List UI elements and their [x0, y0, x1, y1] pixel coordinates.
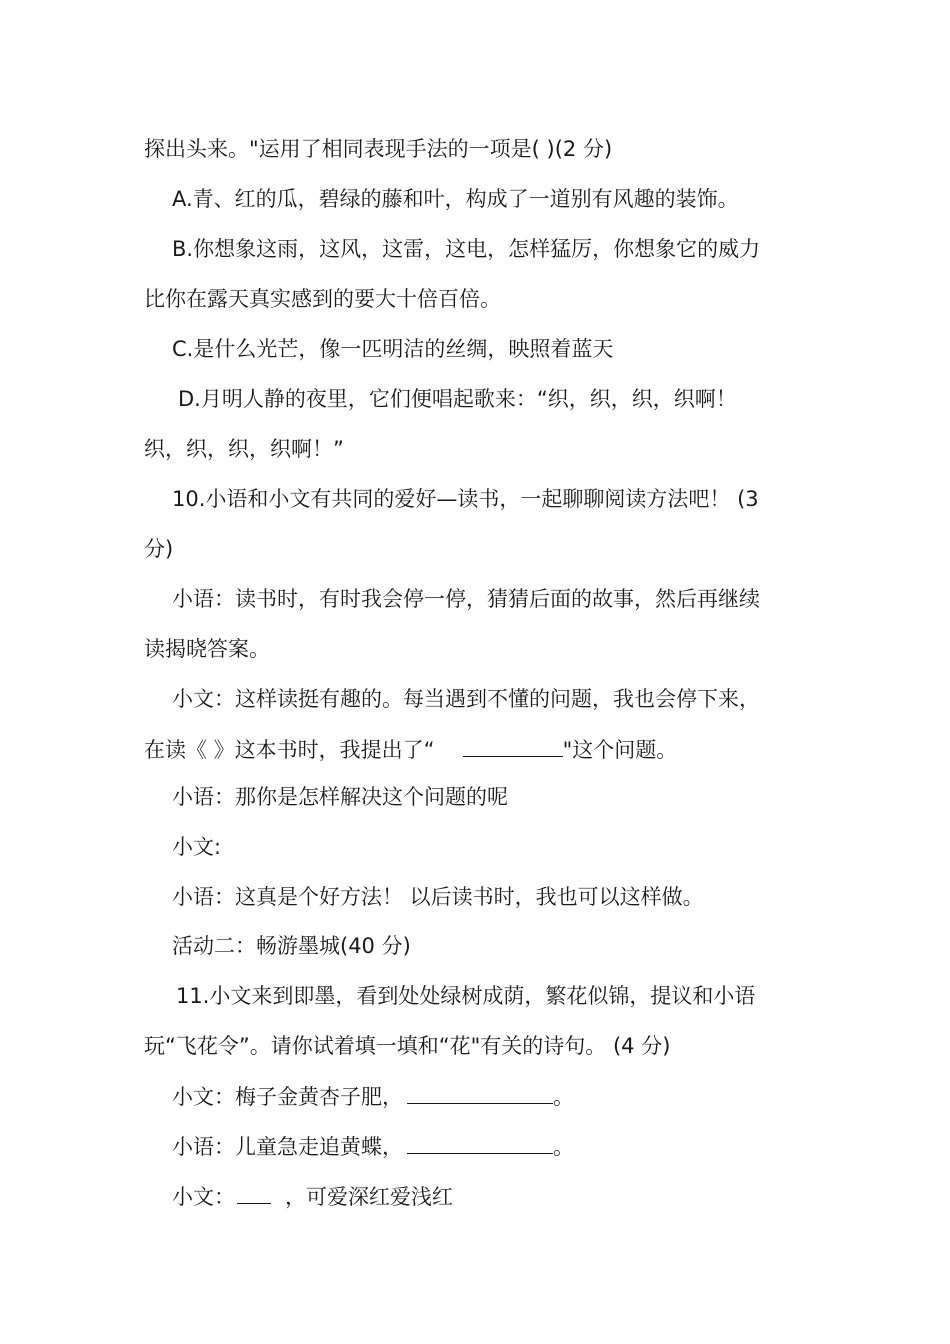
- question-10-stem-line-2: 分): [144, 537, 174, 561]
- option-d-line-2: 织，织，织，织啊！”: [144, 437, 344, 461]
- dialogue-xiaowen-1-line-1: 小文：这样读挺有趣的。每当遇到不懂的问题，我也会停下来，: [172, 687, 760, 711]
- option-b-line-1: B.你想象这雨，这风，这雷，这电，怎样猛厉，你想象它的威力: [172, 237, 761, 261]
- answer-blank-poem-1[interactable]: [407, 1081, 553, 1104]
- question-10-stem-line-1: 10.小语和小文有共同的爱好—读书，一起聊聊阅读方法吧！ (3: [172, 487, 759, 511]
- dialogue-xiaoyu-2: 小语：那你是怎样解决这个问题的呢: [172, 785, 508, 809]
- dialogue-xiaoyu-1-line-2: 读揭晓答案。: [144, 637, 270, 661]
- poem-punct: 。: [553, 1085, 574, 1109]
- poem-text: 小语：儿童急走追黄蝶，: [172, 1135, 403, 1159]
- question-9-stem-continuation: 探出头来。"运用了相同表现手法的一项是( )(2 分): [144, 137, 613, 161]
- section-heading-activity-2: 活动二：畅游墨城(40 分): [172, 934, 411, 958]
- dialogue-xiaowen-2: 小文:: [172, 835, 222, 859]
- dialogue-text-after-blank: "这个问题。: [562, 738, 678, 762]
- poem-punct: 。: [553, 1135, 574, 1159]
- answer-blank-question[interactable]: [463, 734, 563, 757]
- dialogue-text-before-blank: 在读《 》这本书时，我提出了“: [144, 738, 435, 762]
- answer-blank-poem-3[interactable]: [237, 1181, 271, 1204]
- option-c: C.是什么光芒，像一匹明洁的丝绸，映照着蓝天: [172, 337, 614, 361]
- poem-line-xiaoyu: [172, 1131, 814, 1162]
- option-a: A.青、红的瓜，碧绿的藤和叶，构成了一道别有风趣的装饰。: [172, 187, 739, 211]
- poem-text: ，可爱深红爱浅红: [285, 1185, 453, 1209]
- answer-blank-poem-2[interactable]: [407, 1131, 553, 1154]
- poem-text: 小文：梅子金黄杏子肥，: [172, 1085, 403, 1109]
- dialogue-xiaoyu-1-line-1: 小语：读书时，有时我会停一停，猜猜后面的故事，然后再继续: [172, 587, 760, 611]
- option-b-line-2: 比你在露天真实感到的要大十倍百倍。: [144, 287, 501, 311]
- dialogue-xiaowen-1-line-2: [144, 734, 814, 765]
- question-11-stem-line-2: 玩“飞花令”。请你试着填一填和“花"有关的诗句。 (4 分): [144, 1034, 671, 1058]
- option-d-line-1: D.月明人静的夜里，它们便唱起歌来：“织，织，织，织啊！: [178, 387, 737, 411]
- question-11-stem-line-1: 11.小文来到即墨，看到处处绿树成荫，繁花似锦，提议和小语: [176, 984, 756, 1008]
- dialogue-xiaoyu-3: 小语：这真是个好方法！ 以后读书时，我也可以这样做。: [172, 885, 704, 909]
- poem-line-xiaowen-1: [172, 1081, 814, 1112]
- poem-speaker: 小文：: [172, 1185, 235, 1209]
- poem-line-xiaowen-2: [172, 1181, 814, 1212]
